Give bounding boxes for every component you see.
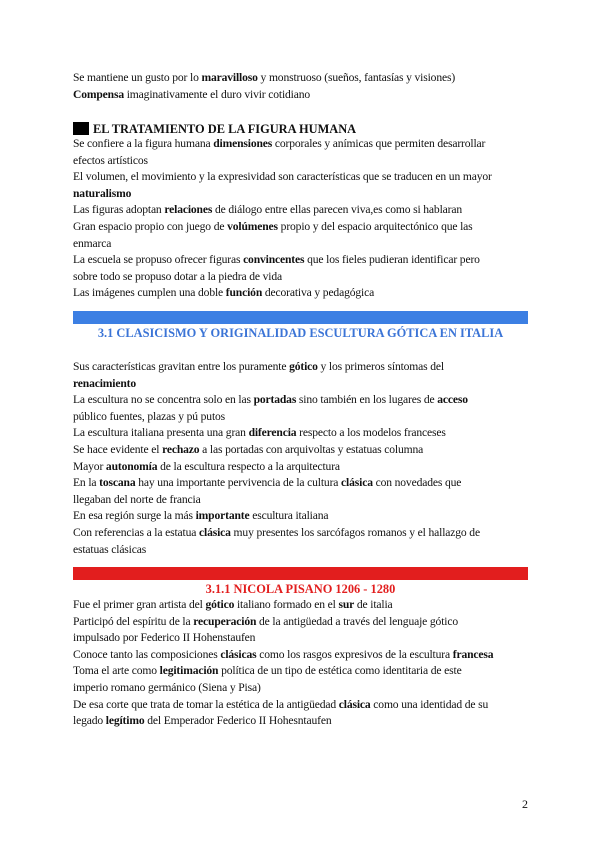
text-line	[73, 442, 528, 459]
bold-term: volúmenes	[227, 219, 278, 233]
bold-term: renacimiento	[73, 376, 137, 390]
bold-term: relaciones	[164, 203, 213, 217]
text-line	[73, 219, 528, 236]
text-run: sino también en los lugares de	[296, 393, 438, 407]
text-run: corporales y anímicas que permiten desarrollar	[272, 137, 486, 150]
text-run: La escultura italiana presenta una gran	[73, 426, 249, 440]
section-heading-figura-humana	[73, 121, 528, 137]
bold-term: maravilloso	[201, 71, 258, 84]
bold-term: rechazo	[162, 442, 200, 456]
section-title-3-1-1: 3.1.1 NICOLA PISANO 1206 - 1280	[205, 582, 396, 596]
text-run: Se mantiene un gusto por lo	[73, 71, 202, 84]
text-line	[73, 392, 528, 409]
bold-term: legítimo	[105, 714, 145, 728]
text-line	[73, 252, 528, 269]
text-line	[73, 285, 528, 302]
text-run: La escultura no se concentra solo en las	[73, 393, 254, 407]
bold-term: dimensiones	[213, 137, 273, 150]
text-line	[73, 597, 528, 614]
bold-term: toscana	[99, 476, 136, 490]
text-run: legado	[73, 714, 106, 728]
text-line	[73, 713, 528, 730]
text-line	[73, 525, 528, 542]
text-line	[73, 542, 528, 559]
text-block-clasicismo	[73, 359, 528, 558]
text-run: Sus características gravitan entre los puramente	[73, 360, 290, 373]
section-bar-blue	[73, 311, 528, 324]
text-line	[73, 425, 528, 442]
text-run: Las imágenes cumplen una doble	[73, 286, 226, 300]
text-run: decorativa y pedagógica	[262, 286, 375, 300]
bold-term: gótico	[205, 598, 235, 611]
bold-term: autonomía	[105, 459, 158, 473]
text-run: Las figuras adoptan	[73, 203, 165, 217]
text-run: En esa región surge la más	[73, 509, 196, 523]
text-line	[73, 630, 528, 647]
text-line	[73, 508, 528, 525]
text-run: hay una importante pervivencia de la cultura	[135, 476, 342, 490]
section-title-3-1: 3.1 CLASICISMO Y ORIGINALIDAD ESCULTURA GÓTICA EN ITALIA	[97, 326, 504, 340]
text-run: de diálogo entre ellas parecen viva,es como si hablaran	[212, 203, 462, 217]
text-run: llegaban del norte de francia	[73, 492, 201, 506]
text-line	[73, 475, 528, 492]
text-line	[73, 236, 528, 253]
text-run: escultura italiana	[249, 509, 329, 523]
text-run: del Emperador Federico II Hohesntaufen	[144, 714, 332, 728]
text-run: muy presentes los sarcófagos romanos y el hallazgo de	[230, 525, 480, 539]
bold-term: clásica	[338, 697, 371, 711]
text-line	[73, 169, 528, 186]
text-line	[73, 409, 528, 426]
text-line	[73, 70, 528, 87]
text-run: público fuentes, plazas y pú putos	[73, 409, 226, 423]
text-line	[73, 663, 528, 680]
text-run: El volumen, el movimiento y la expresividad son características que se traducen en un mayor	[73, 170, 492, 184]
text-run: de italia	[354, 598, 393, 611]
text-line	[73, 136, 528, 153]
text-run: imaginativamente el duro vivir cotidiano	[123, 87, 311, 101]
text-run: efectos artísticos	[73, 153, 148, 167]
bold-term: sur	[338, 598, 355, 611]
text-run: sobre todo se propuso dotar a la piedra de vida	[73, 269, 282, 283]
bold-term: función	[225, 286, 263, 300]
text-run: La escuela se propuso ofrecer figuras	[73, 253, 244, 267]
bold-term: gótico	[289, 360, 318, 373]
text-run: estatuas clásicas	[73, 542, 147, 556]
text-run: Toma el arte como	[73, 664, 160, 678]
bold-term: acceso	[437, 393, 468, 407]
bold-term: Compensa	[73, 87, 124, 101]
text-run: Conoce tanto las composiciones	[73, 647, 221, 661]
text-line	[73, 153, 528, 170]
text-run: con novedades que	[372, 476, 462, 490]
bold-term: importante	[195, 509, 250, 523]
text-run: Con referencias a la estatua	[73, 525, 200, 539]
text-run: enmarca	[73, 236, 112, 250]
text-line	[73, 202, 528, 219]
bold-term: clásicas	[220, 647, 257, 661]
text-run: Se hace evidente el	[73, 442, 163, 456]
section-bar-red	[73, 567, 528, 580]
text-run: De esa corte que trata de tomar la estética de la antigüedad	[73, 697, 339, 711]
text-line	[73, 614, 528, 631]
text-line	[73, 459, 528, 476]
text-run: como una identidad de su	[370, 697, 489, 711]
text-line	[73, 697, 528, 714]
text-line	[73, 269, 528, 286]
bold-term: naturalismo	[73, 186, 132, 200]
text-run: impulsado por Federico II Hohenstaufen	[73, 631, 256, 645]
text-run: de la escultura respecto a la arquitectura	[157, 459, 340, 473]
text-run: como los rasgos expresivos de la escultura	[256, 647, 453, 661]
text-run: y monstruoso (sueños, fantasías y visiones)	[257, 71, 456, 84]
text-run: En la	[73, 476, 100, 490]
text-run: Se confiere a la figura humana	[73, 137, 214, 150]
bold-term: recuperación	[193, 614, 257, 628]
bold-term: legitimación	[159, 664, 219, 678]
text-run: italiano formado en el	[234, 598, 339, 611]
text-line	[73, 87, 528, 104]
bold-term: diferencia	[248, 426, 297, 440]
text-run: de la antigüedad a través del lenguaje gótico	[256, 614, 458, 628]
text-line	[73, 647, 528, 664]
text-run: imperio romano germánico (Siena y Pisa)	[73, 680, 261, 694]
heading-text: EL TRATAMIENTO DE LA FIGURA HUMANA	[93, 122, 357, 136]
text-run: y los primeros síntomas del	[317, 360, 444, 373]
bold-term: clásica	[341, 476, 373, 490]
bold-term: portadas	[253, 393, 297, 407]
text-run: propio y del espacio arquitectónico que las	[277, 219, 473, 233]
bold-term: clásica	[199, 525, 231, 539]
text-run: Fue el primer gran artista del	[73, 598, 206, 611]
text-block-figura-humana	[73, 136, 528, 302]
text-run: Gran espacio propio con juego de	[73, 219, 228, 233]
text-run: Participó del espíritu de la	[73, 614, 194, 628]
page-number: 2	[522, 797, 528, 811]
text-block-maravilloso	[73, 70, 528, 103]
text-line	[73, 492, 528, 509]
text-line	[73, 680, 528, 697]
bold-term: convincentes	[243, 253, 305, 267]
heading-marker-box	[73, 122, 89, 135]
text-run: Mayor	[73, 459, 106, 473]
text-block-nicola-pisano	[73, 597, 528, 730]
text-line	[73, 376, 528, 393]
text-line	[73, 359, 528, 376]
text-run: a las portadas con arquivoltas y estatuas columna	[199, 442, 424, 456]
text-run: respecto a los modelos franceses	[296, 426, 446, 440]
text-run: política de un tipo de estética como identitaria de este	[218, 664, 462, 678]
text-run: que los fieles pudieran identificar pero	[304, 253, 480, 267]
text-line	[73, 186, 528, 203]
bold-term: francesa	[452, 647, 494, 661]
